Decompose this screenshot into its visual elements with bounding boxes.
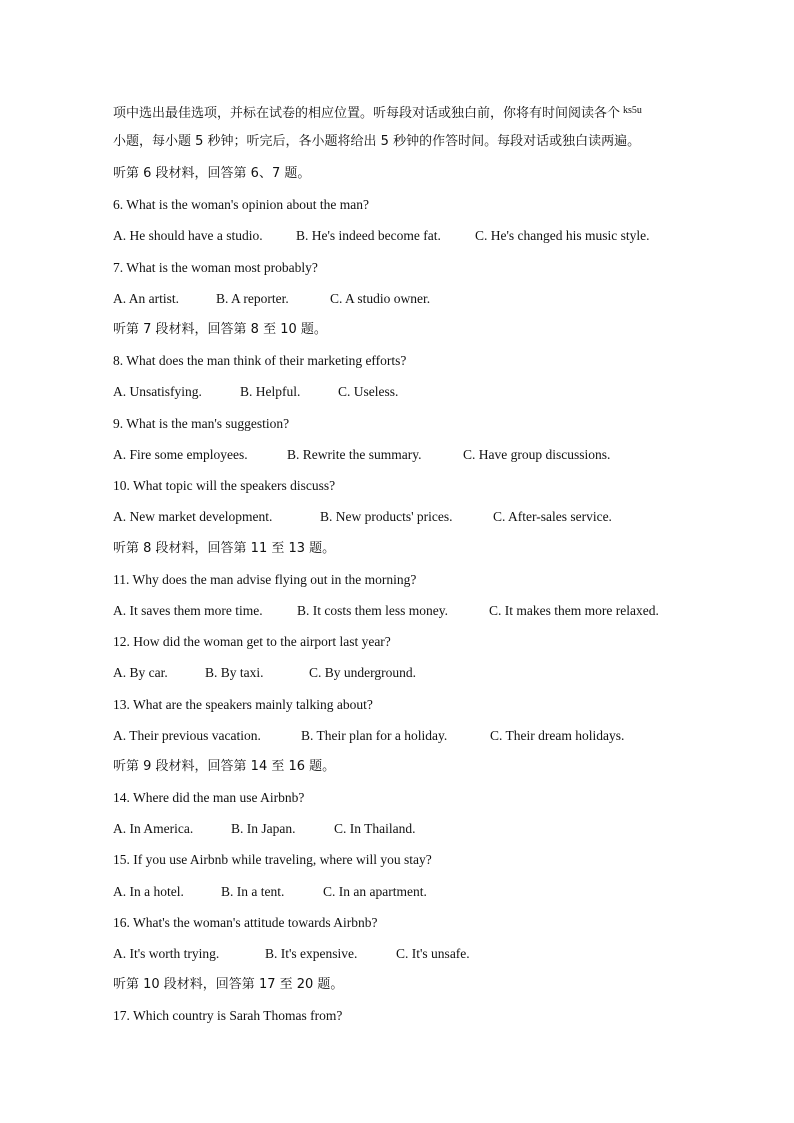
option-b: B. By taxi. (205, 665, 264, 680)
option-a: A. An artist. (113, 291, 179, 306)
option-c: C. He's changed his music style. (475, 228, 650, 243)
option-b: B. In a tent. (221, 884, 285, 899)
question-stem: 12. How did the woman get to the airport last year? (113, 634, 391, 649)
intro-line-1 (113, 102, 642, 123)
option-b: B. It's expensive. (265, 946, 358, 961)
option-a: A. Fire some employees. (113, 447, 248, 462)
option-b: B. It costs them less money. (297, 603, 448, 618)
option-a: A. By car. (113, 665, 168, 680)
option-c: C. By underground. (309, 665, 416, 680)
option-b: B. He's indeed become fat. (296, 228, 441, 243)
option-a: A. In a hotel. (113, 884, 184, 899)
option-c: C. A studio owner. (330, 291, 431, 306)
option-a: A. He should have a studio. (113, 228, 263, 243)
option-b: B. In Japan. (231, 821, 296, 836)
option-a: A. It saves them more time. (113, 603, 263, 618)
section-heading: 听第 6 段材料，回答第 6、7 题。 (113, 166, 311, 181)
option-c: C. After-sales service. (493, 509, 612, 524)
section-heading: 听第 10 段材料，回答第 17 至 20 题。 (113, 977, 344, 992)
question-stem: 15. If you use Airbnb while traveling, where will you stay? (113, 852, 432, 867)
option-b: B. New products' prices. (320, 509, 453, 524)
option-b: B. Their plan for a holiday. (301, 728, 448, 743)
question-stem: 10. What topic will the speakers discuss? (113, 478, 336, 493)
option-a: A. In America. (113, 821, 194, 836)
option-c: C. Their dream holidays. (490, 728, 625, 743)
section-heading: 听第 9 段材料，回答第 14 至 16 题。 (113, 759, 336, 774)
question-stem: 13. What are the speakers mainly talking about? (113, 697, 373, 712)
option-c: C. It makes them more relaxed. (489, 603, 659, 618)
question-stem: 8. What does the man think of their marketing efforts? (113, 353, 407, 368)
option-a: A. New market development. (113, 509, 273, 524)
question-stem: 16. What's the woman's attitude towards Airbnb? (113, 915, 378, 930)
intro-text-1: 项中选出最佳选项，并标在试卷的相应位置。听每段对话或独白前，你将有时间阅读各个 (113, 106, 621, 121)
option-a: A. Unsatisfying. (113, 384, 202, 399)
question-stem: 9. What is the man's suggestion? (113, 416, 290, 431)
option-b: B. Rewrite the summary. (287, 447, 422, 462)
question-stem: 17. Which country is Sarah Thomas from? (113, 1008, 343, 1023)
option-b: B. Helpful. (240, 384, 301, 399)
option-c: C. In an apartment. (323, 884, 427, 899)
option-a: A. Their previous vacation. (113, 728, 261, 743)
option-a: A. It's worth trying. (113, 946, 220, 961)
option-c: C. Have group discussions. (463, 447, 611, 462)
watermark-mark: ks5u (623, 105, 642, 116)
option-c: C. In Thailand. (334, 821, 416, 836)
section-heading: 听第 7 段材料，回答第 8 至 10 题。 (113, 322, 327, 337)
section-heading: 听第 8 段材料，回答第 11 至 13 题。 (113, 541, 336, 556)
option-c: C. It's unsafe. (396, 946, 470, 961)
question-stem: 14. Where did the man use Airbnb? (113, 790, 305, 805)
option-b: B. A reporter. (216, 291, 289, 306)
option-c: C. Useless. (338, 384, 399, 399)
question-stem: 11. Why does the man advise flying out in the morning? (113, 572, 417, 587)
question-stem: 7. What is the woman most probably? (113, 260, 318, 275)
question-stem: 6. What is the woman's opinion about the man? (113, 197, 370, 212)
intro-line-2: 小题，每小题 5 秒钟；听完后，各小题将给出 5 秒钟的作答时间。每段对话或独白读两遍。 (113, 134, 641, 149)
